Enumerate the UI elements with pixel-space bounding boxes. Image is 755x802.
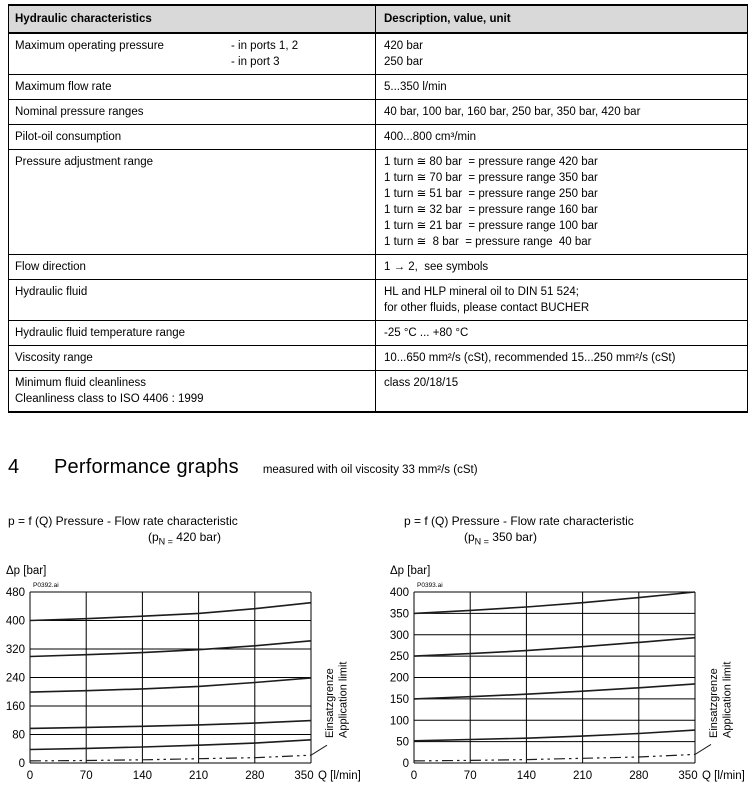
section-heading [8, 456, 478, 479]
row-label: Hydraulic fluid temperature range [15, 327, 186, 339]
x-tick-label: 0 [26, 770, 34, 782]
y-tick-label: 400 [5, 615, 25, 628]
table-row [9, 33, 748, 75]
application-limit-annotation: Einsatzgrenze [708, 668, 720, 738]
table-row [9, 75, 748, 100]
subtitle-subscript: N = [474, 536, 489, 547]
row-label: Pressure adjustment range [15, 156, 154, 168]
chart-title-350bar [404, 514, 634, 548]
y-tick-label: 200 [389, 672, 409, 685]
x-tick-label: 0 [410, 770, 418, 782]
row-value: 1 turn ≅ 80 bar = pressure range 420 bar [384, 156, 598, 168]
application-limit-annotation: Einsatzgrenze [324, 668, 336, 738]
table-row [9, 100, 748, 125]
row-value: 5...350 l/min [384, 81, 447, 93]
chart-canvas-350bar [388, 563, 755, 793]
application-limit-annotation: Application limit [337, 661, 350, 738]
x-axis-unit-label: Q [l/min] [702, 770, 745, 782]
pressure-flow-chart-420bar [4, 563, 376, 799]
curve-setting-350-bar [414, 592, 695, 613]
subtitle-suffix: 420 bar) [172, 530, 221, 544]
curve-einsatzgrenze-application-limit [414, 754, 695, 761]
y-tick-label: 0 [402, 758, 409, 770]
table-row [9, 346, 748, 371]
x-tick-label: 70 [463, 770, 477, 782]
y-axis-label: Δp [bar] [390, 565, 431, 577]
plot-file-label: P0393.ai [417, 582, 443, 589]
y-tick-label: 160 [5, 701, 25, 713]
y-axis-label: Δp [bar] [6, 565, 47, 577]
y-tick-label: 100 [389, 715, 409, 728]
table-row [9, 255, 748, 280]
row-value: for other fluids, please contact BUCHER [384, 302, 590, 314]
y-tick-label: 0 [18, 758, 25, 770]
chart-title-line1: p = f (Q) Pressure - Flow rate characteristic [8, 514, 238, 528]
row-label: Maximum flow rate [15, 81, 112, 93]
table-header-description: Description, value, unit [376, 5, 748, 33]
curve-setting-150-bar [414, 684, 695, 699]
row-value: 1 → 2, see symbols [384, 261, 489, 273]
row-value: class 20/18/15 [384, 377, 459, 389]
y-tick-label: 150 [389, 693, 409, 706]
row-value: 1 turn ≅ 8 bar = pressure range 40 bar [384, 236, 592, 248]
x-tick-label: 280 [629, 770, 649, 782]
pressure-flow-chart-350bar [388, 563, 755, 799]
row-sublabel: - in port 3 [231, 56, 280, 68]
subtitle-subscript: N = [158, 536, 173, 547]
row-value: 1 turn ≅ 51 bar = pressure range 250 bar [384, 188, 598, 200]
row-sublabel: - in ports 1, 2 [231, 40, 299, 52]
row-label: Hydraulic fluid [15, 286, 88, 298]
curve-setting-52-bar [414, 730, 695, 741]
table-row [9, 321, 748, 346]
row-value: 250 bar [384, 56, 424, 68]
chart-canvas-420bar [4, 563, 376, 793]
x-tick-label: 350 [294, 770, 314, 782]
application-limit-annotation: Application limit [721, 661, 734, 738]
row-label: Maximum operating pressure [15, 40, 164, 52]
x-tick-label: 140 [516, 770, 536, 782]
row-value: 1 turn ≅ 32 bar = pressure range 160 bar [384, 204, 598, 216]
table-row [9, 125, 748, 150]
x-tick-label: 140 [132, 770, 152, 782]
table-header-row [9, 5, 748, 33]
chart-title-line1: p = f (Q) Pressure - Flow rate characteristic [404, 514, 634, 528]
y-tick-label: 320 [5, 644, 25, 656]
x-tick-label: 210 [189, 770, 209, 782]
row-label: Pilot-oil consumption [15, 131, 122, 143]
row-value: HL and HLP mineral oil to DIN 51 524; [384, 286, 579, 298]
section-note: measured with oil viscosity 33 mm²/s (cSt) [262, 464, 478, 476]
curve-setting-250-bar [414, 638, 695, 656]
row-value: 10...650 mm²/s (cSt), recommended 15...250 mm²/s (cSt) [384, 352, 676, 364]
curve-setting-40-bar [30, 740, 311, 750]
subtitle-prefix: (p [464, 530, 475, 544]
x-tick-label: 210 [573, 770, 593, 782]
y-tick-label: 240 [5, 672, 25, 685]
application-limit-leader-line [311, 745, 327, 755]
curve-setting-100-bar [30, 721, 311, 729]
x-tick-label: 70 [79, 770, 93, 782]
x-tick-label: 350 [678, 770, 698, 782]
row-value: 1 turn ≅ 70 bar = pressure range 350 bar [384, 172, 598, 184]
table-header-characteristics: Hydraulic characteristics [9, 5, 376, 33]
y-tick-label: 400 [389, 587, 409, 599]
x-tick-label: 280 [245, 770, 265, 782]
row-sublabels [231, 38, 298, 70]
table-row [9, 150, 748, 255]
application-limit-leader-line [695, 744, 711, 754]
table-row [9, 280, 748, 321]
x-axis-unit-label: Q [l/min] [318, 770, 361, 782]
plot-file-label: P0392.ai [33, 582, 59, 589]
subtitle-prefix: (p [148, 530, 159, 544]
curve-setting-400-bar [30, 603, 311, 621]
subtitle-suffix: 350 bar) [488, 530, 537, 544]
row-label: Viscosity range [15, 352, 93, 364]
section-number: 4 [8, 456, 20, 478]
row-value: -25 °C ... +80 °C [384, 327, 469, 339]
y-tick-label: 300 [389, 629, 409, 642]
chart-title-420bar [8, 514, 238, 548]
row-label: Flow direction [15, 261, 86, 273]
row-label: Nominal pressure ranges [15, 106, 144, 118]
y-tick-label: 250 [389, 651, 409, 664]
section-title: Performance graphs [54, 456, 239, 478]
chart-title-line2 [464, 530, 634, 548]
y-tick-label: 80 [12, 729, 25, 742]
row-value: 40 bar, 100 bar, 160 bar, 250 bar, 350 bar, 420 bar [384, 106, 641, 118]
row-value: 400...800 cm³/min [384, 131, 477, 143]
chart-title-line2 [148, 530, 238, 548]
curve-setting-200-bar [30, 678, 311, 692]
table-row [9, 371, 748, 413]
y-tick-label: 350 [389, 608, 409, 621]
row-value: 1 turn ≅ 21 bar = pressure range 100 bar [384, 220, 598, 232]
row-label: Minimum fluid cleanliness [15, 377, 147, 389]
row-value: 420 bar [384, 40, 424, 52]
curve-einsatzgrenze-application-limit [30, 755, 311, 761]
row-label: Cleanliness class to ISO 4406 : 1999 [15, 393, 204, 405]
y-tick-label: 480 [5, 587, 25, 599]
hydraulic-characteristics-table [8, 4, 748, 413]
y-tick-label: 50 [396, 736, 409, 749]
